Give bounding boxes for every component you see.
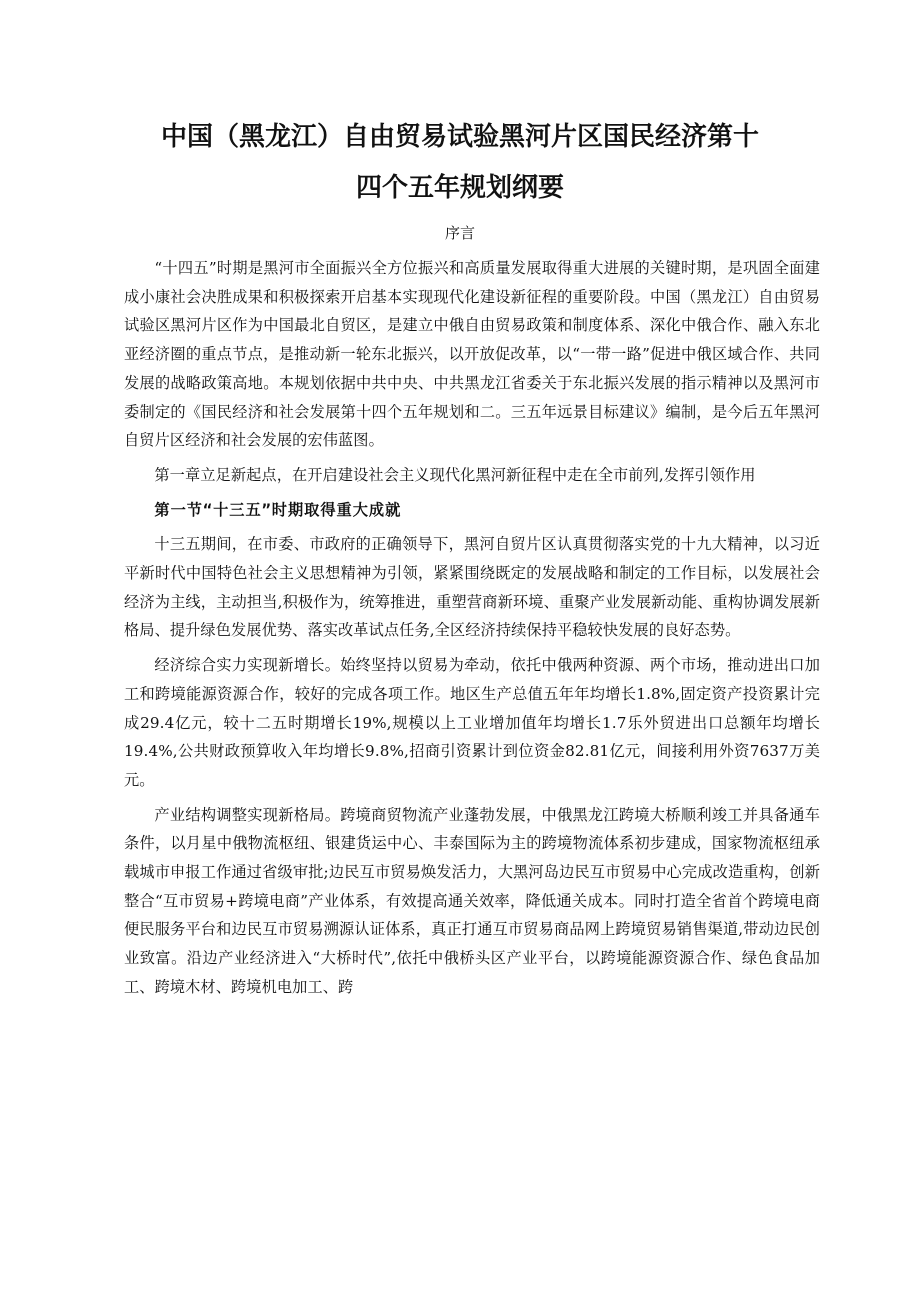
chapter-heading: 第一章立足新起点，在开启建设社会主义现代化黑河新征程中走在全市前列,发挥引领作用 bbox=[154, 465, 756, 484]
preface-heading: 序言 bbox=[444, 224, 475, 242]
body-paragraph: 产业结构调整实现新格局。跨境商贸物流产业蓬勃发展，中俄黑龙江跨境大桥顺利竣工并具备通车条件，以月星中俄物流枢纽、银建货运中心、丰泰国际为主的跨境物流体系初步建成，国家物流枢纽承载城市申报工作通过省级审批;边民互市贸易焕发活力，大黑河岛边民互市贸易中心完成改造重构，创新整合“互市贸易+跨境电商”产业体系，有效提高通关效率，降低通关成本。同时打造全省首个跨境电商便民服务平台和边民互市贸易溯源认证体系，真正打通互市贸易商品网上跨境贸易销售渠道,带动边民创业致富。沿边产业经济进入“大桥时代”,依托中俄桥头区产业平台，以跨境能源资源合作、绿色食品加工、跨境木材、跨境机电加工、跨 bbox=[124, 805, 820, 996]
body-paragraph: 经济综合实力实现新增长。始终坚持以贸易为牵动，依托中俄两种资源、两个市场，推动进出口加工和跨境能源资源合作，较好的完成各项工作。地区生产总值五年年均增长1.8%,固定资产投资累计完成29.4亿元，较十二五时期增长19%,规模以上工业增加值年均增长1.7乐外贸进出口总额年均增长19.4%,公共财政预算收入年均增长9.8%,招商引资累计到位资金82.81亿元，间接利用外资7637万美元。 bbox=[124, 656, 820, 789]
document-title-line-1: 中国（黑龙江）自由贸易试验黑河片区国民经济第十 bbox=[160, 122, 759, 152]
preface-paragraph: “十四五”时期是黑河市全面振兴全方位振兴和高质量发展取得重大进展的关键时期，是巩固全面建成小康社会决胜成果和积极探索开启基本实现现代化建设新征程的重要阶段。中国（黑龙江）自由贸易试验区黑河片区作为中国最北自贸区，是建立中俄自由贸易政策和制度体系、深化中俄合作、融入东北亚经济圈的重点节点，是推动新一轮东北振兴，以开放促改革，以“一带一路”促进中俄区域合作、共同发展的战略政策高地。本规划依据中共中央、中共黑龙江省委关于东北振兴发展的指示精神以及黑河市委制定的《国民经济和社会发展第十四个五年规划和二。三五年远景目标建议》编制，是今后五年黑河自贸片区经济和社会发展的宏伟蓝图。 bbox=[124, 259, 820, 450]
section-heading: 第一节“十三五”时期取得重大成就 bbox=[154, 500, 402, 519]
document-body bbox=[124, 254, 820, 1008]
document-title-line-2: 四个五年规划纲要 bbox=[355, 173, 564, 203]
body-paragraph: 十三五期间，在市委、市政府的正确领导下，黑河自贸片区认真贯彻落实党的十九大精神，以习近平新时代中国特色社会主义思想精神为引领，紧紧围绕既定的发展战略和制定的工作目标，以发展社会经济为主线，主动担当,积极作为，统筹推进，重塑营商新环境、重聚产业发展新动能、重构协调发展新格局、提升绿色发展优势、落实改革试点任务,全区经济持续保持平稳较快发展的良好态势。 bbox=[124, 535, 820, 640]
